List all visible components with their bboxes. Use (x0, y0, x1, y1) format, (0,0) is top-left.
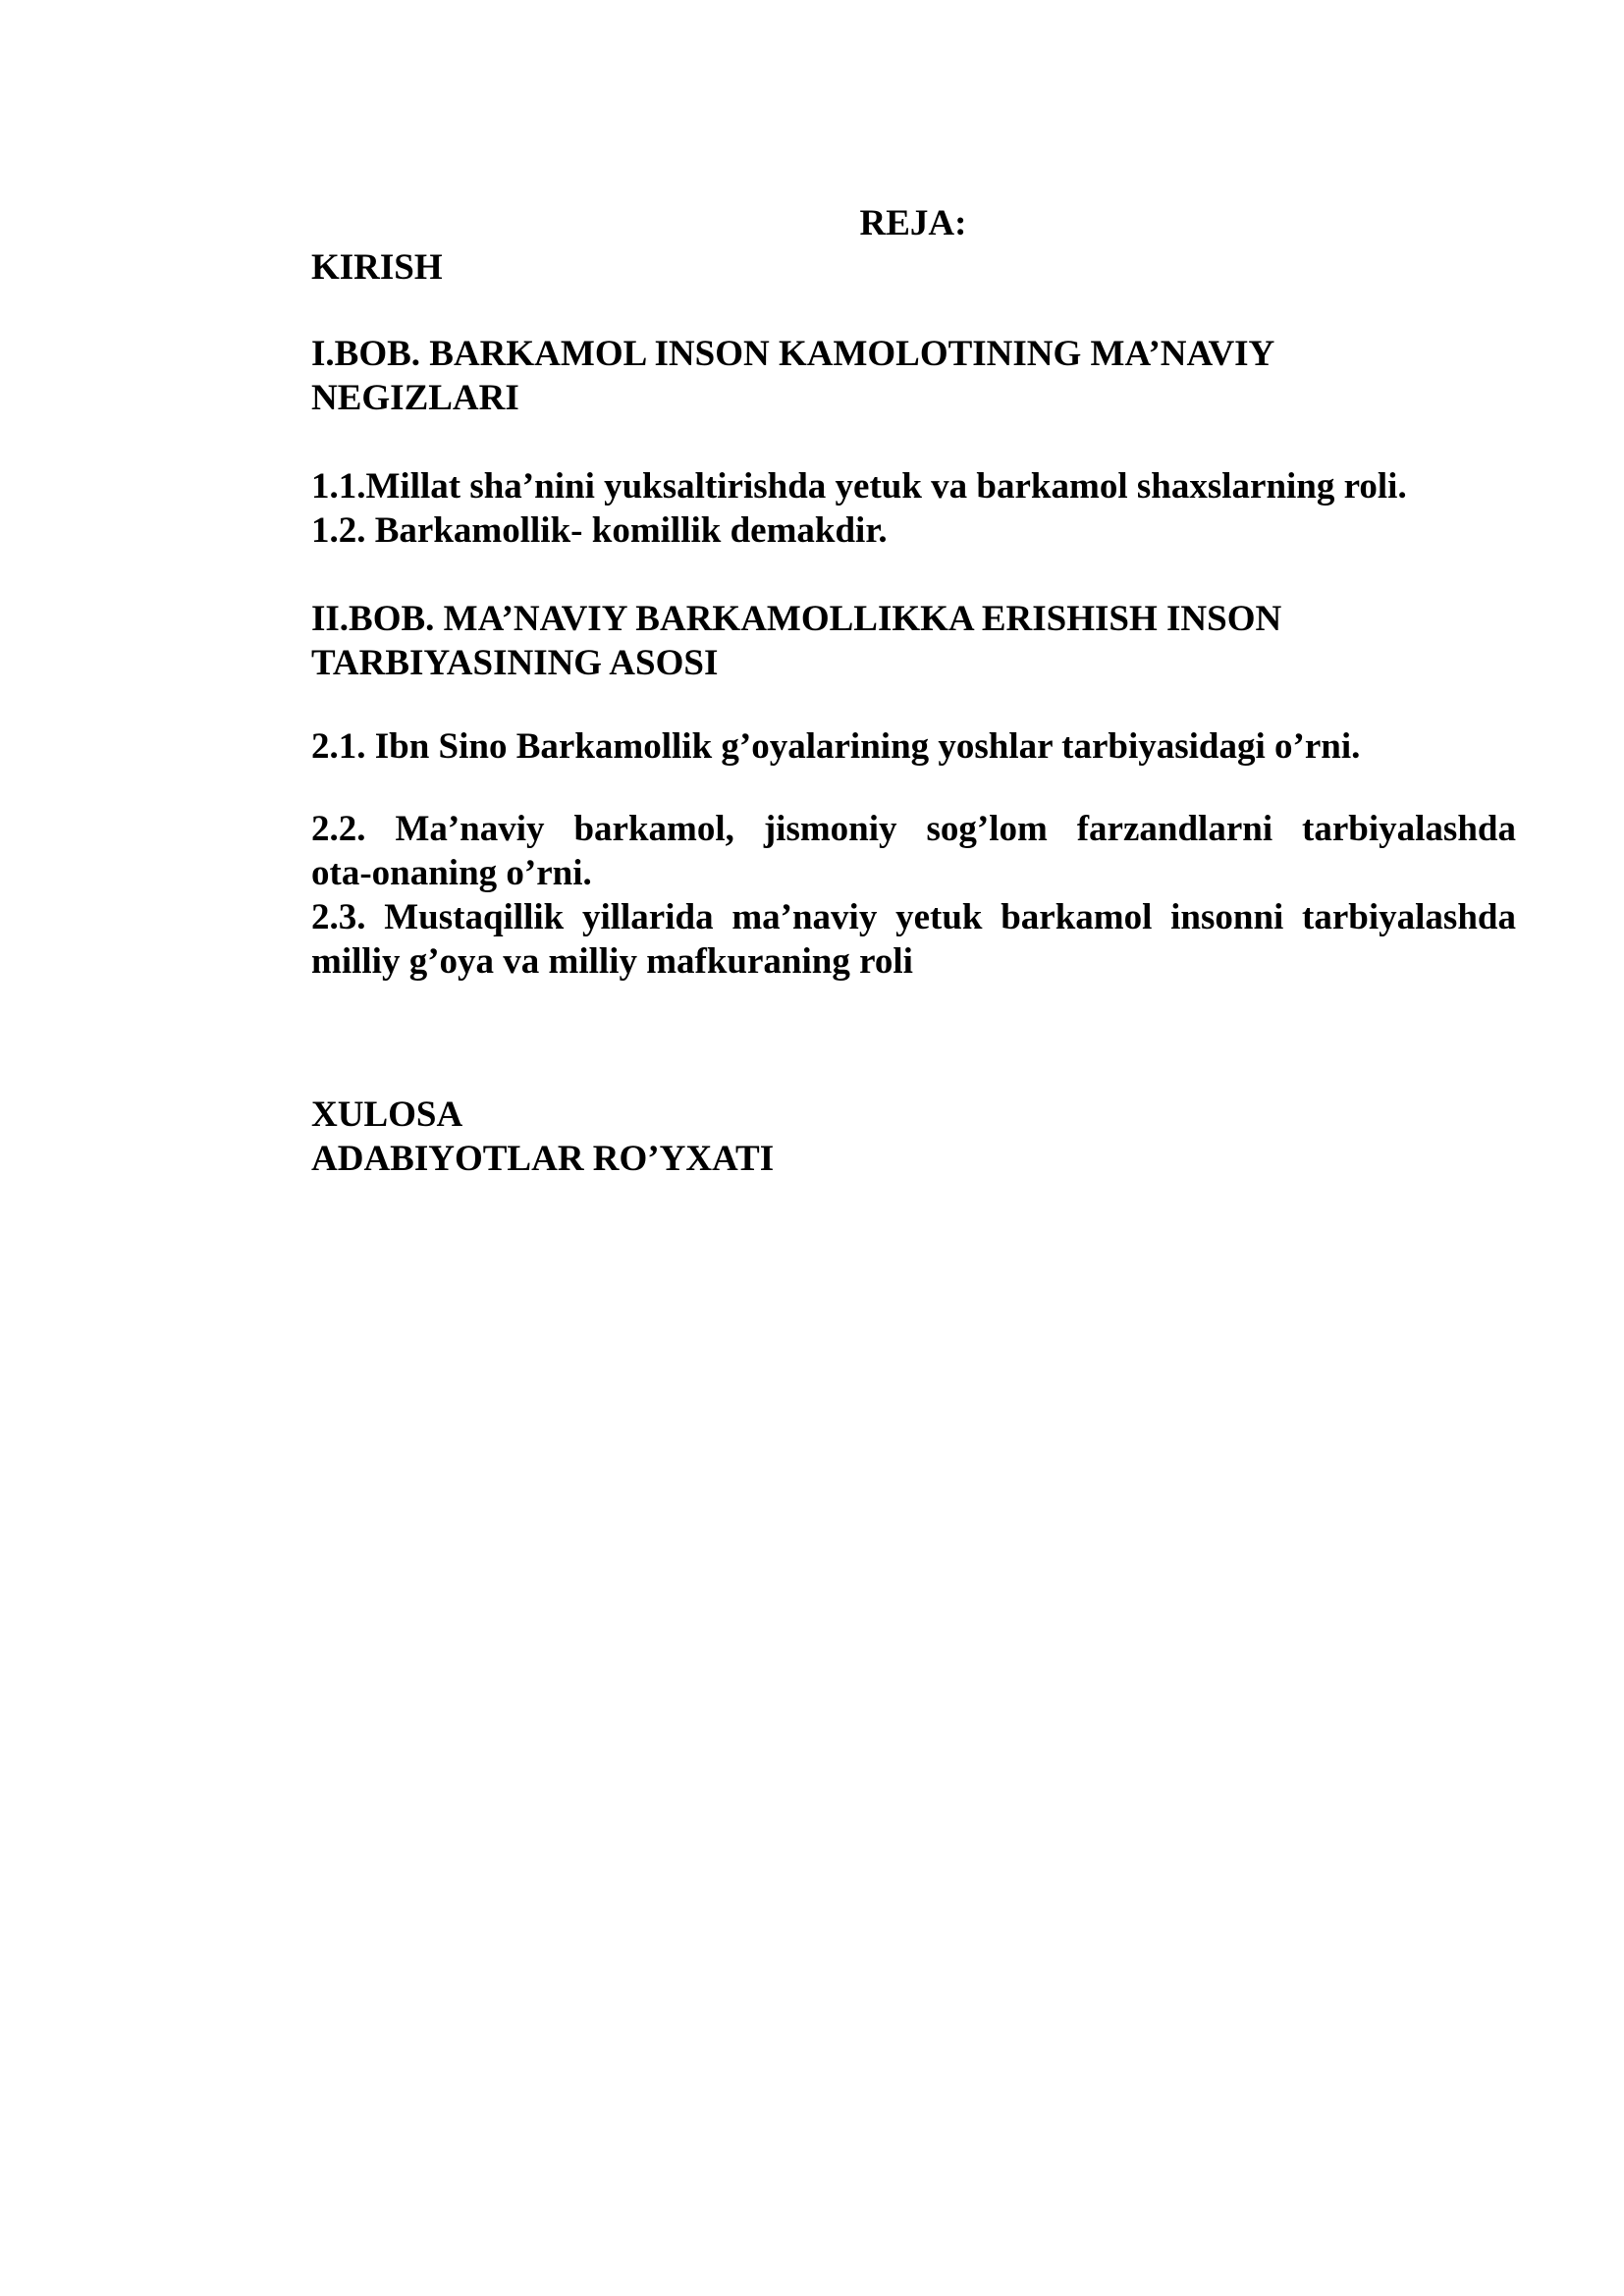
section-2-3-line2: milliy g’oya va milliy mafkuraning roli (311, 941, 913, 982)
chapter1-heading-line1: I.BOB. BARKAMOL INSON KAMOLOTINING MA’NAVIY (311, 334, 1275, 374)
page-title: REJA: (859, 203, 967, 243)
conclusion-heading: XULOSA (311, 1095, 463, 1135)
section-2-2-line2: ota-onaning o’rni. (311, 853, 592, 893)
section-2-3-line1: 2.3. Mustaqillik yillarida ma’naviy yetuk barkamol insonni tarbiyalashda (311, 897, 1516, 937)
references-heading: ADABIYOTLAR RO’YXATI (311, 1139, 775, 1179)
section-2-1: 2.1. Ibn Sino Barkamollik g’oyalarining yoshlar tarbiyasidagi o’rni. (311, 726, 1361, 767)
section-1-2: 1.2. Barkamollik- komillik demakdir. (311, 510, 888, 551)
chapter2-heading-line2: TARBIYASINING ASOSI (311, 643, 719, 683)
section-2-2-line1: 2.2. Ma’naviy barkamol, jismoniy sog’lom farzandlarni tarbiyalashda (311, 809, 1516, 849)
intro-heading: KIRISH (311, 247, 443, 288)
chapter1-heading-line2: NEGIZLARI (311, 378, 519, 418)
chapter2-heading-line1: II.BOB. MA’NAVIY BARKAMOLLIKKA ERISHISH INSON (311, 599, 1282, 639)
section-1-1: 1.1.Millat sha’nini yuksaltirishda yetuk va barkamol shaxslarning roli. (311, 466, 1407, 507)
